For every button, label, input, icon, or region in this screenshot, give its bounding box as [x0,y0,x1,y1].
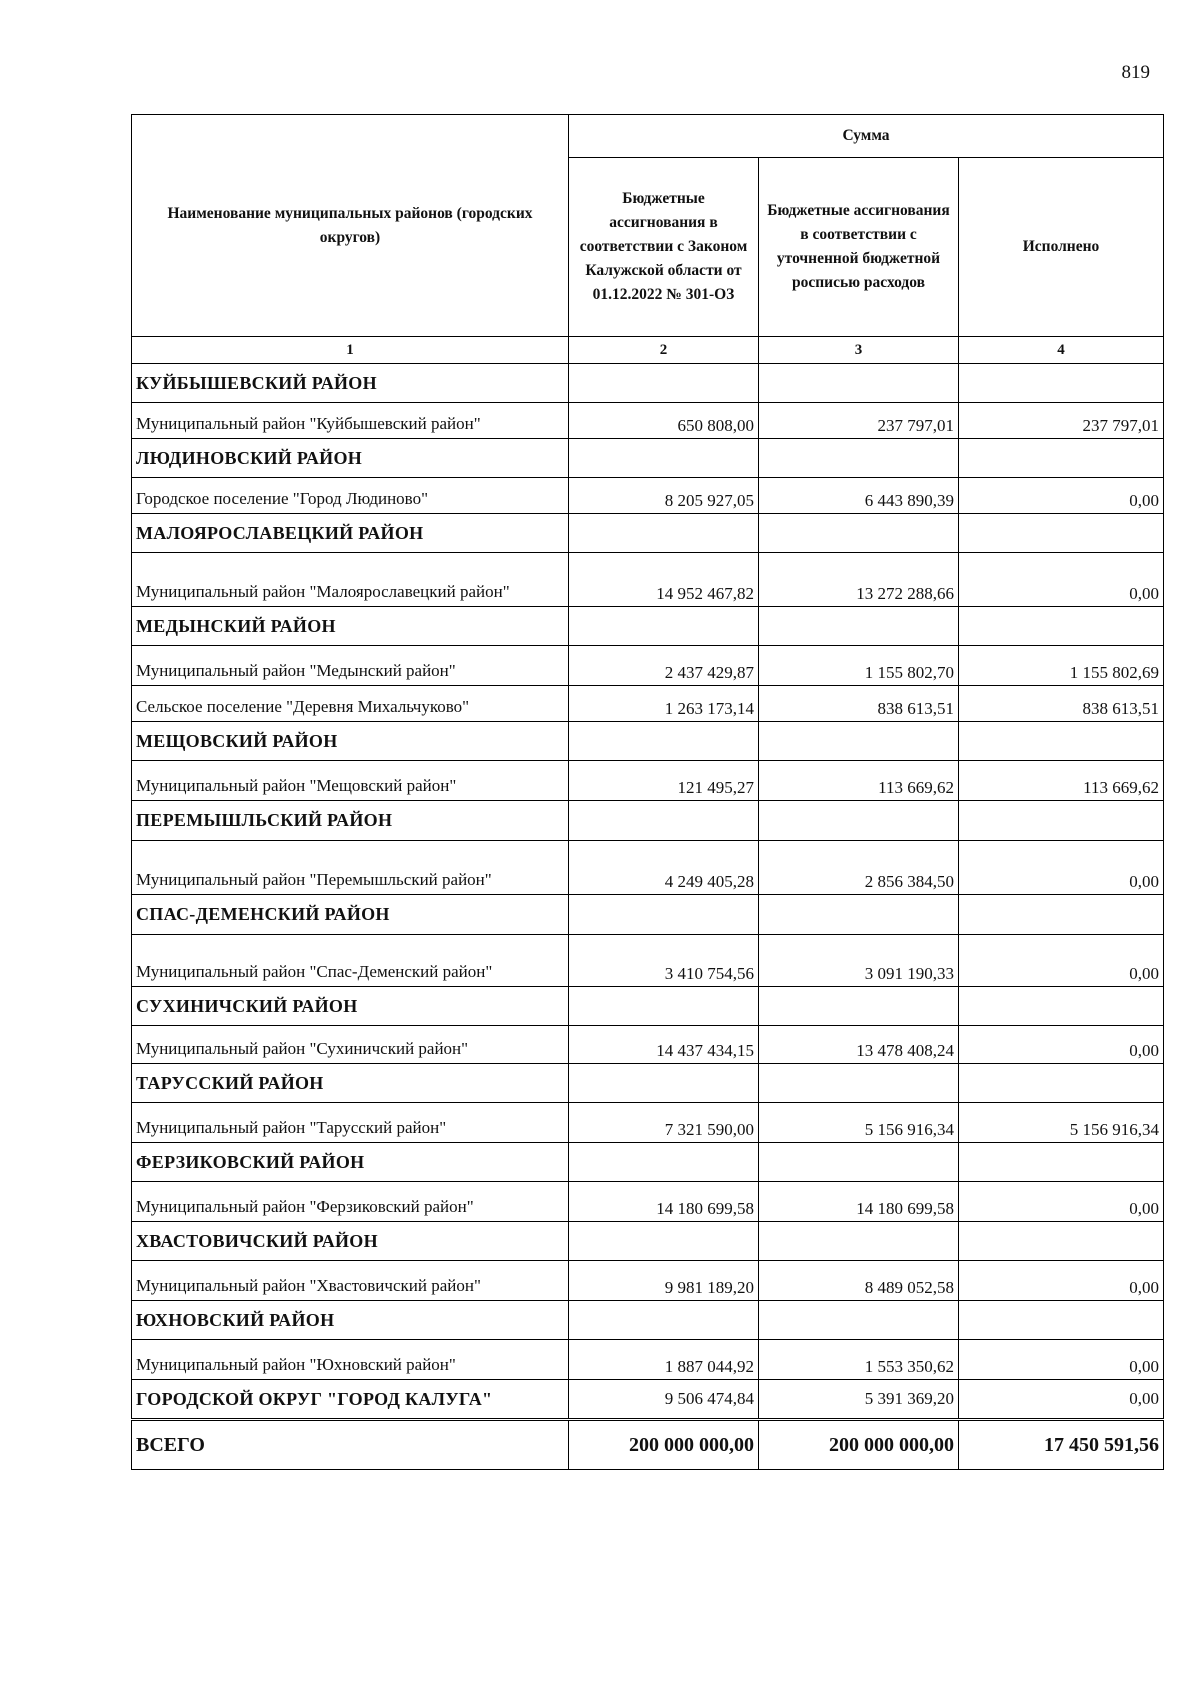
district-name: ЛЮДИНОВСКИЙ РАЙОН [132,439,569,478]
budget-refined-value: 237 797,01 [759,403,959,439]
district-name: КУЙБЫШЕВСКИЙ РАЙОН [132,364,569,403]
district-name: СУХИНИЧСКИЙ РАЙОН [132,987,569,1026]
district-row [132,895,1164,935]
district-name: ЮХНОВСКИЙ РАЙОН [132,1301,569,1340]
budget-table [131,114,1164,1470]
municipality-name: Муниципальный район "Мещовский район" [132,761,569,801]
budget-refined-value: 5 391 369,20 [759,1380,959,1420]
budget-refined-value: 1 553 350,62 [759,1340,959,1380]
empty-cell [569,439,759,478]
header-col3: Бюджетные ассигнования в соответствии с уточненной бюджетной росписью расходов [759,158,959,337]
budget-law-value: 9 506 474,84 [569,1380,759,1420]
total-label: ВСЕГО [132,1420,569,1470]
column-number-row [132,337,1164,364]
district-name: МЕЩОВСКИЙ РАЙОН [132,722,569,761]
budget-law-value: 14 180 699,58 [569,1182,759,1222]
executed-value: 838 613,51 [959,686,1164,722]
municipality-row [132,478,1164,514]
municipality-name: Муниципальный район "Хвастовичский район" [132,1261,569,1301]
district-row [132,514,1164,553]
district-row [132,987,1164,1026]
municipality-name: Муниципальный район "Спас-Деменский район" [132,935,569,987]
empty-cell [759,722,959,761]
budget-refined-value: 13 272 288,66 [759,553,959,607]
empty-cell [959,364,1164,403]
empty-cell [759,1064,959,1103]
empty-cell [759,607,959,646]
district-name: ФЕРЗИКОВСКИЙ РАЙОН [132,1143,569,1182]
district-row [132,801,1164,841]
empty-cell [959,1222,1164,1261]
empty-cell [759,1143,959,1182]
budget-refined-value: 8 489 052,58 [759,1261,959,1301]
budget-refined-value: 838 613,51 [759,686,959,722]
executed-value: 0,00 [959,841,1164,895]
page-number: 819 [1121,62,1150,83]
empty-cell [569,1143,759,1182]
empty-cell [959,514,1164,553]
budget-law-value: 121 495,27 [569,761,759,801]
district-name: ПЕРЕМЫШЛЬСКИЙ РАЙОН [132,801,569,841]
empty-cell [759,1222,959,1261]
empty-cell [759,1301,959,1340]
municipality-name: Муниципальный район "Куйбышевский район" [132,403,569,439]
budget-law-value: 650 808,00 [569,403,759,439]
header-sum-group: Сумма [569,115,1164,158]
municipality-name: ГОРОДСКОЙ ОКРУГ "ГОРОД КАЛУГА" [132,1380,569,1420]
municipality-row [132,1182,1164,1222]
empty-cell [759,364,959,403]
total-executed: 17 450 591,56 [959,1420,1164,1470]
empty-cell [569,895,759,935]
empty-cell [959,895,1164,935]
empty-cell [959,1064,1164,1103]
empty-cell [569,514,759,553]
municipality-row [132,553,1164,607]
empty-cell [569,722,759,761]
header-name-column: Наименование муниципальных районов (городских округов) [132,115,569,337]
empty-cell [959,722,1164,761]
budget-law-value: 3 410 754,56 [569,935,759,987]
district-row [132,364,1164,403]
empty-cell [959,1301,1164,1340]
municipality-row [132,686,1164,722]
executed-value: 0,00 [959,1182,1164,1222]
executed-value: 0,00 [959,1026,1164,1064]
municipality-row [132,1340,1164,1380]
executed-value: 5 156 916,34 [959,1103,1164,1143]
budget-refined-value: 1 155 802,70 [759,646,959,686]
empty-cell [959,987,1164,1026]
municipality-name: Муниципальный район "Сухиничский район" [132,1026,569,1064]
municipality-row [132,1261,1164,1301]
executed-value: 113 669,62 [959,761,1164,801]
budget-refined-value: 5 156 916,34 [759,1103,959,1143]
budget-refined-value: 6 443 890,39 [759,478,959,514]
table-body [132,364,1164,1420]
executed-value: 0,00 [959,553,1164,607]
district-name: МАЛОЯРОСЛАВЕЦКИЙ РАЙОН [132,514,569,553]
district-row [132,607,1164,646]
empty-cell [759,801,959,841]
municipality-row [132,761,1164,801]
executed-value: 0,00 [959,1380,1164,1420]
budget-law-value: 14 437 434,15 [569,1026,759,1064]
executed-value: 1 155 802,69 [959,646,1164,686]
district-row [132,1301,1164,1340]
district-row [132,722,1164,761]
empty-cell [759,514,959,553]
column-number: 3 [759,337,959,364]
empty-cell [569,364,759,403]
municipality-row [132,841,1164,895]
budget-refined-value: 2 856 384,50 [759,841,959,895]
district-name: ТАРУССКИЙ РАЙОН [132,1064,569,1103]
district-name: СПАС-ДЕМЕНСКИЙ РАЙОН [132,895,569,935]
district-row [132,439,1164,478]
empty-cell [959,1143,1164,1182]
budget-law-value: 1 887 044,92 [569,1340,759,1380]
budget-refined-value: 3 091 190,33 [759,935,959,987]
municipality-name: Муниципальный район "Ферзиковский район" [132,1182,569,1222]
municipality-row [132,935,1164,987]
executed-value: 0,00 [959,1340,1164,1380]
district-row [132,1222,1164,1261]
budget-law-value: 7 321 590,00 [569,1103,759,1143]
empty-cell [569,801,759,841]
budget-law-value: 8 205 927,05 [569,478,759,514]
empty-cell [759,439,959,478]
budget-law-value: 14 952 467,82 [569,553,759,607]
executed-value: 237 797,01 [959,403,1164,439]
empty-cell [569,1222,759,1261]
district-row [132,1064,1164,1103]
municipality-row [132,403,1164,439]
empty-cell [959,439,1164,478]
municipality-name: Сельское поселение "Деревня Михальчуково" [132,686,569,722]
empty-cell [569,607,759,646]
empty-cell [959,801,1164,841]
city-district-row [132,1380,1164,1420]
municipality-row [132,646,1164,686]
budget-law-value: 9 981 189,20 [569,1261,759,1301]
budget-refined-value: 113 669,62 [759,761,959,801]
municipality-name: Муниципальный район "Медынский район" [132,646,569,686]
municipality-name: Муниципальный район "Тарусский район" [132,1103,569,1143]
executed-value: 0,00 [959,1261,1164,1301]
district-row [132,1143,1164,1182]
municipality-name: Городское поселение "Город Людиново" [132,478,569,514]
municipality-name: Муниципальный район "Малоярославецкий район" [132,553,569,607]
total-budget-law: 200 000 000,00 [569,1420,759,1470]
budget-law-value: 2 437 429,87 [569,646,759,686]
executed-value: 0,00 [959,935,1164,987]
municipality-name: Муниципальный район "Юхновский район" [132,1340,569,1380]
total-row [132,1420,1164,1470]
header-col2: Бюджетные ассигнования в соответствии с Законом Калужской области от 01.12.2022 № 301-ОЗ [569,158,759,337]
budget-refined-value: 14 180 699,58 [759,1182,959,1222]
municipality-row [132,1103,1164,1143]
empty-cell [569,1064,759,1103]
empty-cell [759,895,959,935]
municipality-name: Муниципальный район "Перемышльский район" [132,841,569,895]
column-number: 4 [959,337,1164,364]
empty-cell [569,1301,759,1340]
budget-law-value: 1 263 173,14 [569,686,759,722]
district-name: ХВАСТОВИЧСКИЙ РАЙОН [132,1222,569,1261]
total-budget-refined: 200 000 000,00 [759,1420,959,1470]
municipality-row [132,1026,1164,1064]
header-col4: Исполнено [959,158,1164,337]
column-number: 2 [569,337,759,364]
executed-value: 0,00 [959,478,1164,514]
budget-law-value: 4 249 405,28 [569,841,759,895]
budget-refined-value: 13 478 408,24 [759,1026,959,1064]
column-number: 1 [132,337,569,364]
empty-cell [569,987,759,1026]
empty-cell [759,987,959,1026]
empty-cell [959,607,1164,646]
district-name: МЕДЫНСКИЙ РАЙОН [132,607,569,646]
